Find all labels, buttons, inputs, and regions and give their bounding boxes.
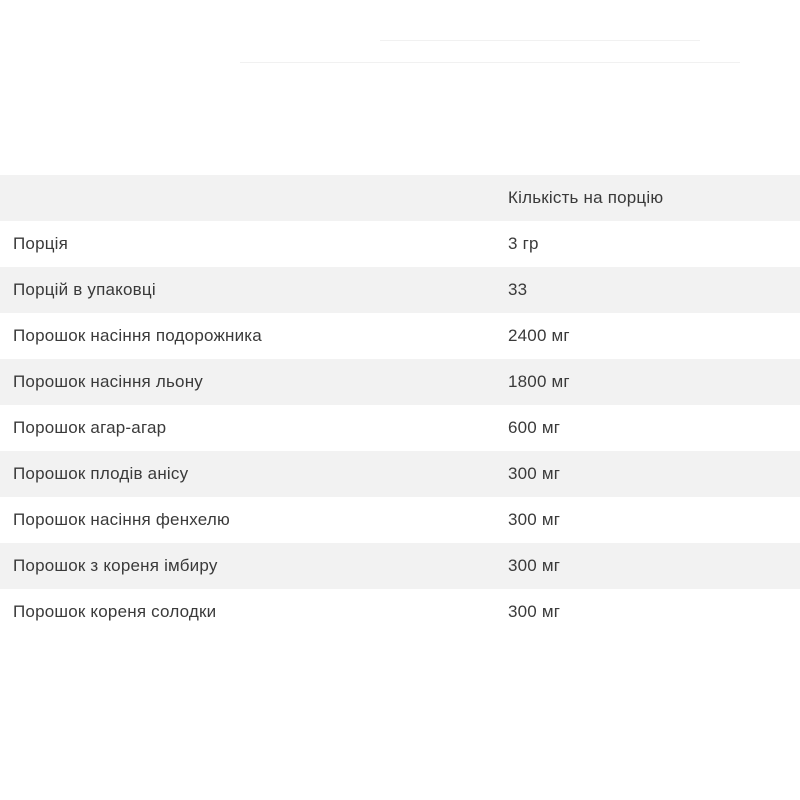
ingredient-amount: 1800 мг (508, 372, 570, 391)
table-row (0, 313, 800, 359)
table-row (0, 267, 800, 313)
table-header-row (0, 175, 800, 221)
ingredient-name: Порошок насіння льону (13, 372, 203, 391)
ingredient-name: Порошок плодів анісу (13, 464, 189, 483)
table-row (0, 589, 800, 635)
ingredient-name: Порцій в упаковці (13, 280, 156, 299)
column-header-name (0, 175, 483, 221)
ingredient-amount: 33 (508, 280, 528, 299)
faded-background-area (0, 0, 800, 120)
ingredient-amount: 300 мг (508, 602, 561, 621)
table-row (0, 405, 800, 451)
column-header-amount: Кількість на порцію (508, 188, 664, 207)
ingredient-amount: 3 гр (508, 234, 539, 253)
faint-divider (240, 62, 740, 63)
table-row (0, 497, 800, 543)
ingredient-name: Порошок агар-агар (13, 418, 167, 437)
table-row (0, 221, 800, 267)
ingredient-name: Порошок насіння подорожника (13, 326, 262, 345)
ingredient-amount: 300 мг (508, 556, 561, 575)
ingredient-name: Порошок з кореня імбиру (13, 556, 218, 575)
ingredient-amount: 2400 мг (508, 326, 570, 345)
ingredient-amount: 600 мг (508, 418, 561, 437)
ingredient-amount: 300 мг (508, 510, 561, 529)
table-row (0, 451, 800, 497)
table-row (0, 543, 800, 589)
faint-divider (380, 40, 700, 41)
supplement-facts-table (0, 175, 800, 635)
ingredient-name: Порошок кореня солодки (13, 602, 217, 621)
ingredient-name: Порція (13, 234, 69, 253)
table-row (0, 359, 800, 405)
ingredient-amount: 300 мг (508, 464, 561, 483)
ingredient-name: Порошок насіння фенхелю (13, 510, 230, 529)
